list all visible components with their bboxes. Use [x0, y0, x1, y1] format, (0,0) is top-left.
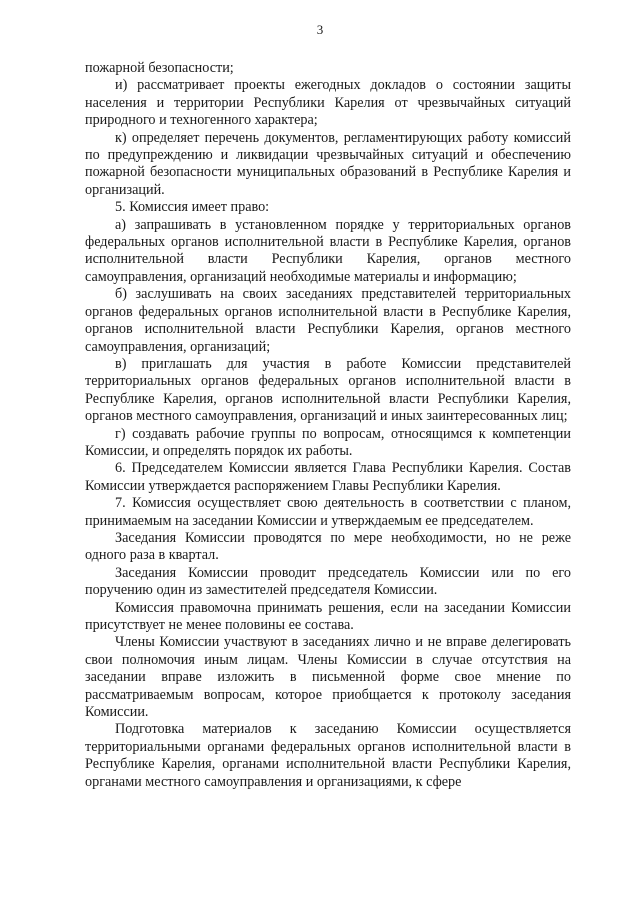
paragraph: 5. Комиссия имеет право:	[115, 199, 270, 216]
paragraph: г) создавать рабочие группы по вопросам, относящимся к компетенции Комиссии, и определять порядок их работы.	[85, 425, 571, 459]
paragraph: и) рассматривает проекты ежегодных докладов о состоянии защиты населения и территории Республики Карелия от чрезвычайных ситуаций природного и техногенного характера;	[85, 77, 571, 129]
paragraph: Заседания Комиссии проводит председатель Комиссии или по его поручению один из заместителей председателя Комиссии.	[85, 564, 571, 599]
paragraph: в) приглашать для участия в работе Комиссии представителей территориальных органов федеральных органов исполнительной власти в Республике Карелия, органов исполнительной власти Республики Карелия, органов местного самоуправления, организаций и иных заинтересованных лиц;	[85, 355, 571, 425]
paragraph: Заседания Комиссии проводятся по мере необходимости, но не реже одного раза в квартал.	[85, 529, 571, 564]
page-number: 3	[316, 22, 324, 37]
paragraph: 6. Председателем Комиссии является Глава Республики Карелия. Состав Комиссии утверждается распоряжением Главы Республики Карелия.	[85, 460, 571, 494]
paragraph: Члены Комиссии участвуют в заседаниях лично и не вправе делегировать свои полномочия иным лицам. Члены Комиссии в случае отсутствия на заседании вправе изложить в письменной форме свое мнение по рассматриваемым вопросам, которое приобщается к протоколу заседания Комиссии.	[85, 634, 571, 721]
paragraph: 7. Комиссия осуществляет свою деятельность в соответствии с планом, принимаемым на заседании Комиссии и утверждаемым ее председателем.	[85, 495, 571, 529]
paragraph: а) запрашивать в установленном порядке у территориальных органов федеральных органов исполнительной власти в Республике Карелия, органов исполнительной власти Республики Карелия, органов местного самоуправления, организаций необходимые материалы и информацию;	[85, 216, 571, 285]
paragraph: к) определяет перечень документов, регламентирующих работу комиссий по предупреждению и ликвидации чрезвычайных ситуаций и обеспечению пожарной безопасности муниципальных образований в Республике Карелия и организаций.	[85, 129, 571, 198]
paragraph: Подготовка материалов к заседанию Комиссии осуществляется территориальными органами федеральных органов исполнительной власти в Республике Карелия, органами исполнительной власти Республики Карелия, органами местного самоуправления и организациями, к сфере	[85, 721, 571, 790]
paragraph: Комиссия правомочна принимать решения, если на заседании Комиссии присутствует не менее половины ее состава.	[85, 599, 571, 633]
paragraph: пожарной безопасности;	[85, 60, 234, 76]
paragraph: б) заслушивать на своих заседаниях представителей территориальных органов федеральных органов исполнительной власти в Республике Карелия, органов исполнительной власти Республики Карелия, органов местного самоуправления, организаций;	[85, 286, 571, 355]
document-body	[85, 60, 571, 791]
